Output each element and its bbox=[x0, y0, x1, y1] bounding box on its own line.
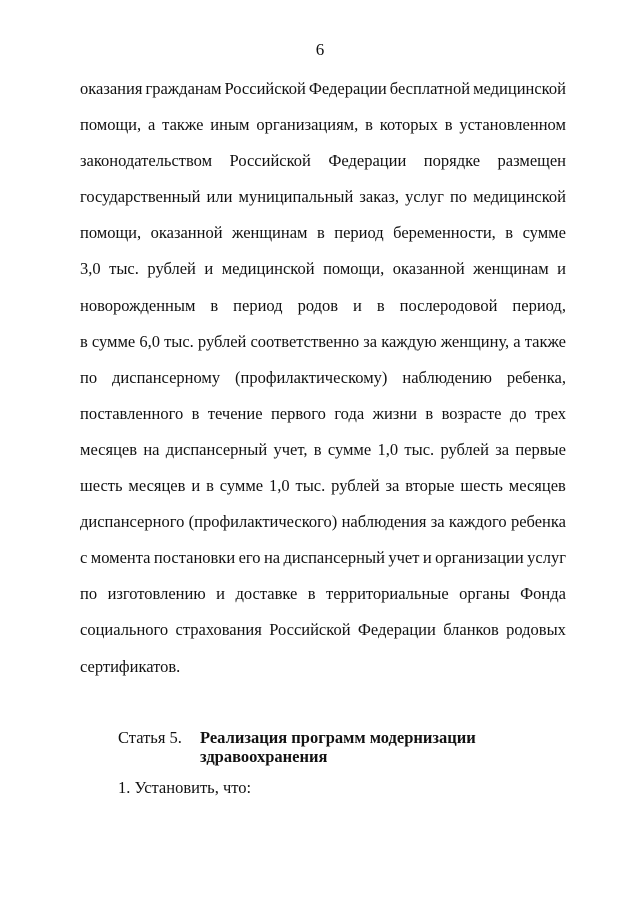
text-line bbox=[80, 331, 566, 367]
word: иным bbox=[210, 115, 250, 135]
word: до bbox=[509, 403, 527, 423]
word: социального bbox=[80, 620, 169, 640]
word: тыс. bbox=[109, 259, 139, 279]
word: Российской bbox=[229, 151, 311, 171]
word: диспансерный bbox=[165, 439, 268, 459]
word: Российской bbox=[224, 79, 306, 98]
word: гражданам bbox=[145, 79, 222, 98]
word: размещен bbox=[497, 151, 566, 171]
text-line bbox=[80, 511, 566, 547]
word: сумме bbox=[91, 331, 136, 351]
word: Федерации bbox=[328, 151, 407, 171]
word: сертификатов. bbox=[80, 656, 181, 676]
text-line bbox=[80, 403, 566, 439]
word: по bbox=[80, 584, 98, 604]
word: шесть bbox=[80, 476, 123, 496]
word: и bbox=[191, 476, 201, 496]
word: порядке bbox=[423, 151, 481, 171]
word: организациям, bbox=[256, 115, 359, 135]
word: момента bbox=[90, 548, 151, 568]
word: на bbox=[263, 548, 281, 568]
word: послеродовой bbox=[399, 295, 498, 315]
word: года bbox=[334, 403, 365, 423]
word: новорожденным bbox=[80, 295, 196, 315]
word: возрасте bbox=[441, 403, 502, 423]
word: сумме bbox=[219, 476, 264, 496]
text-line bbox=[80, 619, 566, 655]
word: изготовлению bbox=[107, 584, 206, 604]
word: 3,0 bbox=[80, 259, 101, 279]
word: тыс. bbox=[295, 476, 326, 496]
word: тыс. bbox=[164, 331, 194, 351]
word: месяцев bbox=[508, 476, 566, 496]
word: в bbox=[191, 403, 200, 423]
word: по bbox=[80, 367, 98, 387]
word: в bbox=[80, 331, 88, 351]
word: наблюдению bbox=[402, 367, 492, 387]
word: учет bbox=[388, 548, 420, 568]
word: а bbox=[147, 115, 156, 135]
word: Федерации bbox=[357, 620, 436, 640]
word: и bbox=[216, 584, 225, 604]
point-1-text: 1. Установить, что: bbox=[118, 778, 252, 797]
word: течение bbox=[207, 403, 263, 423]
word: помощи, bbox=[323, 259, 385, 279]
word: Фонда bbox=[520, 584, 566, 604]
word: сумме bbox=[327, 439, 372, 459]
word: бланков bbox=[443, 620, 499, 640]
word: наблюдения bbox=[341, 512, 427, 532]
word: период bbox=[334, 223, 384, 243]
word: рублей bbox=[440, 439, 489, 459]
word: оказанной bbox=[392, 259, 465, 279]
word: на bbox=[143, 439, 160, 459]
word: территориальные bbox=[326, 584, 449, 604]
word: в bbox=[210, 295, 219, 315]
word: сумме bbox=[522, 223, 566, 243]
word: и bbox=[557, 259, 566, 279]
word: муниципальный bbox=[238, 187, 354, 207]
word: помощи, bbox=[80, 115, 142, 135]
word: оказания bbox=[80, 79, 143, 98]
word: месяцев bbox=[128, 476, 186, 496]
word: за bbox=[430, 512, 445, 532]
word: которых bbox=[379, 115, 438, 135]
word: по bbox=[449, 187, 468, 207]
word: рублей bbox=[331, 476, 380, 496]
word: доставке bbox=[235, 584, 298, 604]
word: каждую bbox=[381, 331, 437, 351]
text-line bbox=[80, 222, 566, 258]
article-title: Реализация программ модернизации здравоохранения bbox=[200, 728, 476, 766]
word: за bbox=[363, 331, 378, 351]
word: медицинской bbox=[473, 79, 566, 98]
word: установленном bbox=[459, 115, 566, 135]
word: или bbox=[206, 187, 233, 207]
word: а bbox=[513, 331, 521, 351]
text-line bbox=[80, 295, 566, 331]
word: диспансерному bbox=[112, 367, 221, 387]
word: каждого bbox=[448, 512, 507, 532]
word: его bbox=[238, 548, 261, 568]
word: беременности, bbox=[393, 223, 496, 243]
page-number: 6 bbox=[315, 40, 325, 59]
word: медицинской bbox=[221, 259, 315, 279]
word: период, bbox=[512, 295, 566, 315]
word: ребенка bbox=[510, 512, 566, 532]
text-line bbox=[80, 150, 566, 186]
text-line bbox=[80, 439, 566, 475]
word: в bbox=[206, 476, 214, 496]
word: вторые bbox=[405, 476, 455, 496]
word: родовых bbox=[506, 620, 566, 640]
word: рублей bbox=[147, 259, 196, 279]
word: 1,0 bbox=[269, 476, 290, 496]
word: период bbox=[233, 295, 283, 315]
word: соответственно bbox=[250, 331, 360, 351]
word: Федерации bbox=[308, 79, 387, 98]
word: 6,0 bbox=[139, 331, 160, 351]
word: бесплатной bbox=[389, 79, 471, 98]
word: государственный bbox=[80, 187, 201, 207]
word: (профилактического) bbox=[188, 512, 338, 532]
word: в bbox=[425, 403, 434, 423]
word: жизни bbox=[372, 403, 417, 423]
word: месяцев bbox=[80, 439, 138, 459]
word: органы bbox=[459, 584, 510, 604]
word: постановки bbox=[153, 548, 236, 568]
word: услуг bbox=[527, 548, 566, 568]
word: также bbox=[162, 115, 204, 135]
word: услуг bbox=[405, 187, 444, 207]
text-line bbox=[80, 367, 566, 403]
word: в bbox=[316, 223, 325, 243]
word: женщину, bbox=[440, 331, 510, 351]
text-line bbox=[80, 258, 566, 294]
word: медицинской bbox=[473, 187, 566, 207]
article-label: Статья 5. bbox=[118, 728, 182, 747]
word: заказ, bbox=[359, 187, 399, 207]
word: организации bbox=[435, 548, 524, 568]
word: первого bbox=[270, 403, 326, 423]
word: диспансерный bbox=[283, 548, 385, 568]
word: ребенка, bbox=[506, 367, 566, 387]
body-paragraph bbox=[80, 78, 566, 692]
word: также bbox=[524, 331, 566, 351]
word: с bbox=[80, 548, 88, 568]
word: трех bbox=[534, 403, 566, 423]
text-line bbox=[80, 547, 566, 583]
word: в bbox=[365, 115, 373, 135]
word: диспансерного bbox=[80, 512, 185, 532]
text-line bbox=[80, 475, 566, 511]
text-line bbox=[80, 78, 566, 114]
word: Российской bbox=[269, 620, 351, 640]
word: учет, bbox=[273, 439, 308, 459]
word: законодательством bbox=[80, 151, 213, 171]
word: за bbox=[385, 476, 400, 496]
word: в bbox=[505, 223, 514, 243]
word: тыс. bbox=[404, 439, 435, 459]
word: в bbox=[307, 584, 316, 604]
word: родов bbox=[297, 295, 339, 315]
word: в bbox=[444, 115, 453, 135]
word: страхования bbox=[175, 620, 262, 640]
word: помощи, bbox=[80, 223, 142, 243]
word: шесть bbox=[460, 476, 503, 496]
word: первые bbox=[515, 439, 566, 459]
word: и bbox=[422, 548, 432, 568]
text-line bbox=[80, 656, 566, 692]
text-line bbox=[80, 114, 566, 150]
text-line bbox=[80, 583, 566, 619]
word: и bbox=[204, 259, 214, 279]
word: и bbox=[353, 295, 362, 315]
text-line bbox=[80, 186, 566, 222]
word: женщинам bbox=[232, 223, 308, 243]
word: в bbox=[376, 295, 385, 315]
word: рублей bbox=[197, 331, 247, 351]
word: за bbox=[495, 439, 510, 459]
word: в bbox=[313, 439, 322, 459]
word: поставленного bbox=[80, 403, 184, 423]
word: 1,0 bbox=[377, 439, 399, 459]
word: (профилактическому) bbox=[235, 367, 388, 387]
word: женщинам bbox=[473, 259, 549, 279]
word: оказанной bbox=[150, 223, 223, 243]
